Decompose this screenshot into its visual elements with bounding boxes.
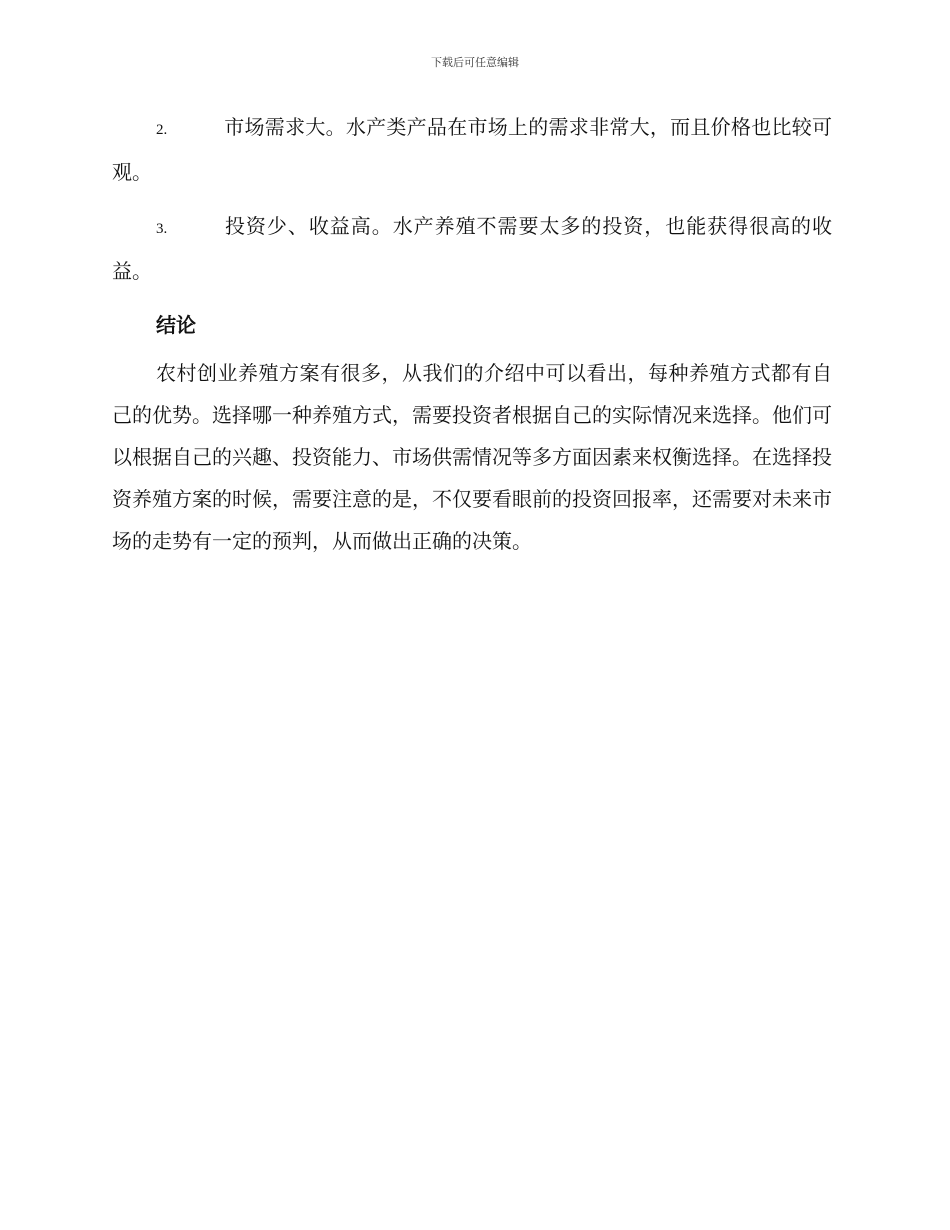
conclusion-paragraph: 农村创业养殖方案有很多，从我们的介绍中可以看出，每种养殖方式都有自己的优势。选择哪一种养殖方式，需要投资者根据自己的实际情况来选择。他们可以根据自己的兴趣、投资能力、市场供需情况等多方面因素来权衡选择。在选择投资养殖方案的时候，需要注意的是，不仅要看眼前的投资回报率，还需要对未来市场的走势有一定的预判，从而做出正确的决策。 — [112, 361, 832, 553]
list-item — [112, 106, 832, 193]
page-header: 下载后可任意编辑 — [431, 56, 519, 69]
list-item-number: 2. — [156, 122, 168, 138]
list-item-number: 3. — [156, 221, 168, 237]
list-item — [112, 205, 832, 292]
list-item-text: 市场需求大。水产类产品在市场上的需求非常大，而且价格也比较可观。 — [112, 115, 832, 184]
list-item-text: 投资少、收益高。水产养殖不需要太多的投资，也能获得很高的收益。 — [112, 214, 832, 283]
document-body — [112, 106, 832, 562]
section-heading-conclusion: 结论 — [156, 313, 196, 337]
